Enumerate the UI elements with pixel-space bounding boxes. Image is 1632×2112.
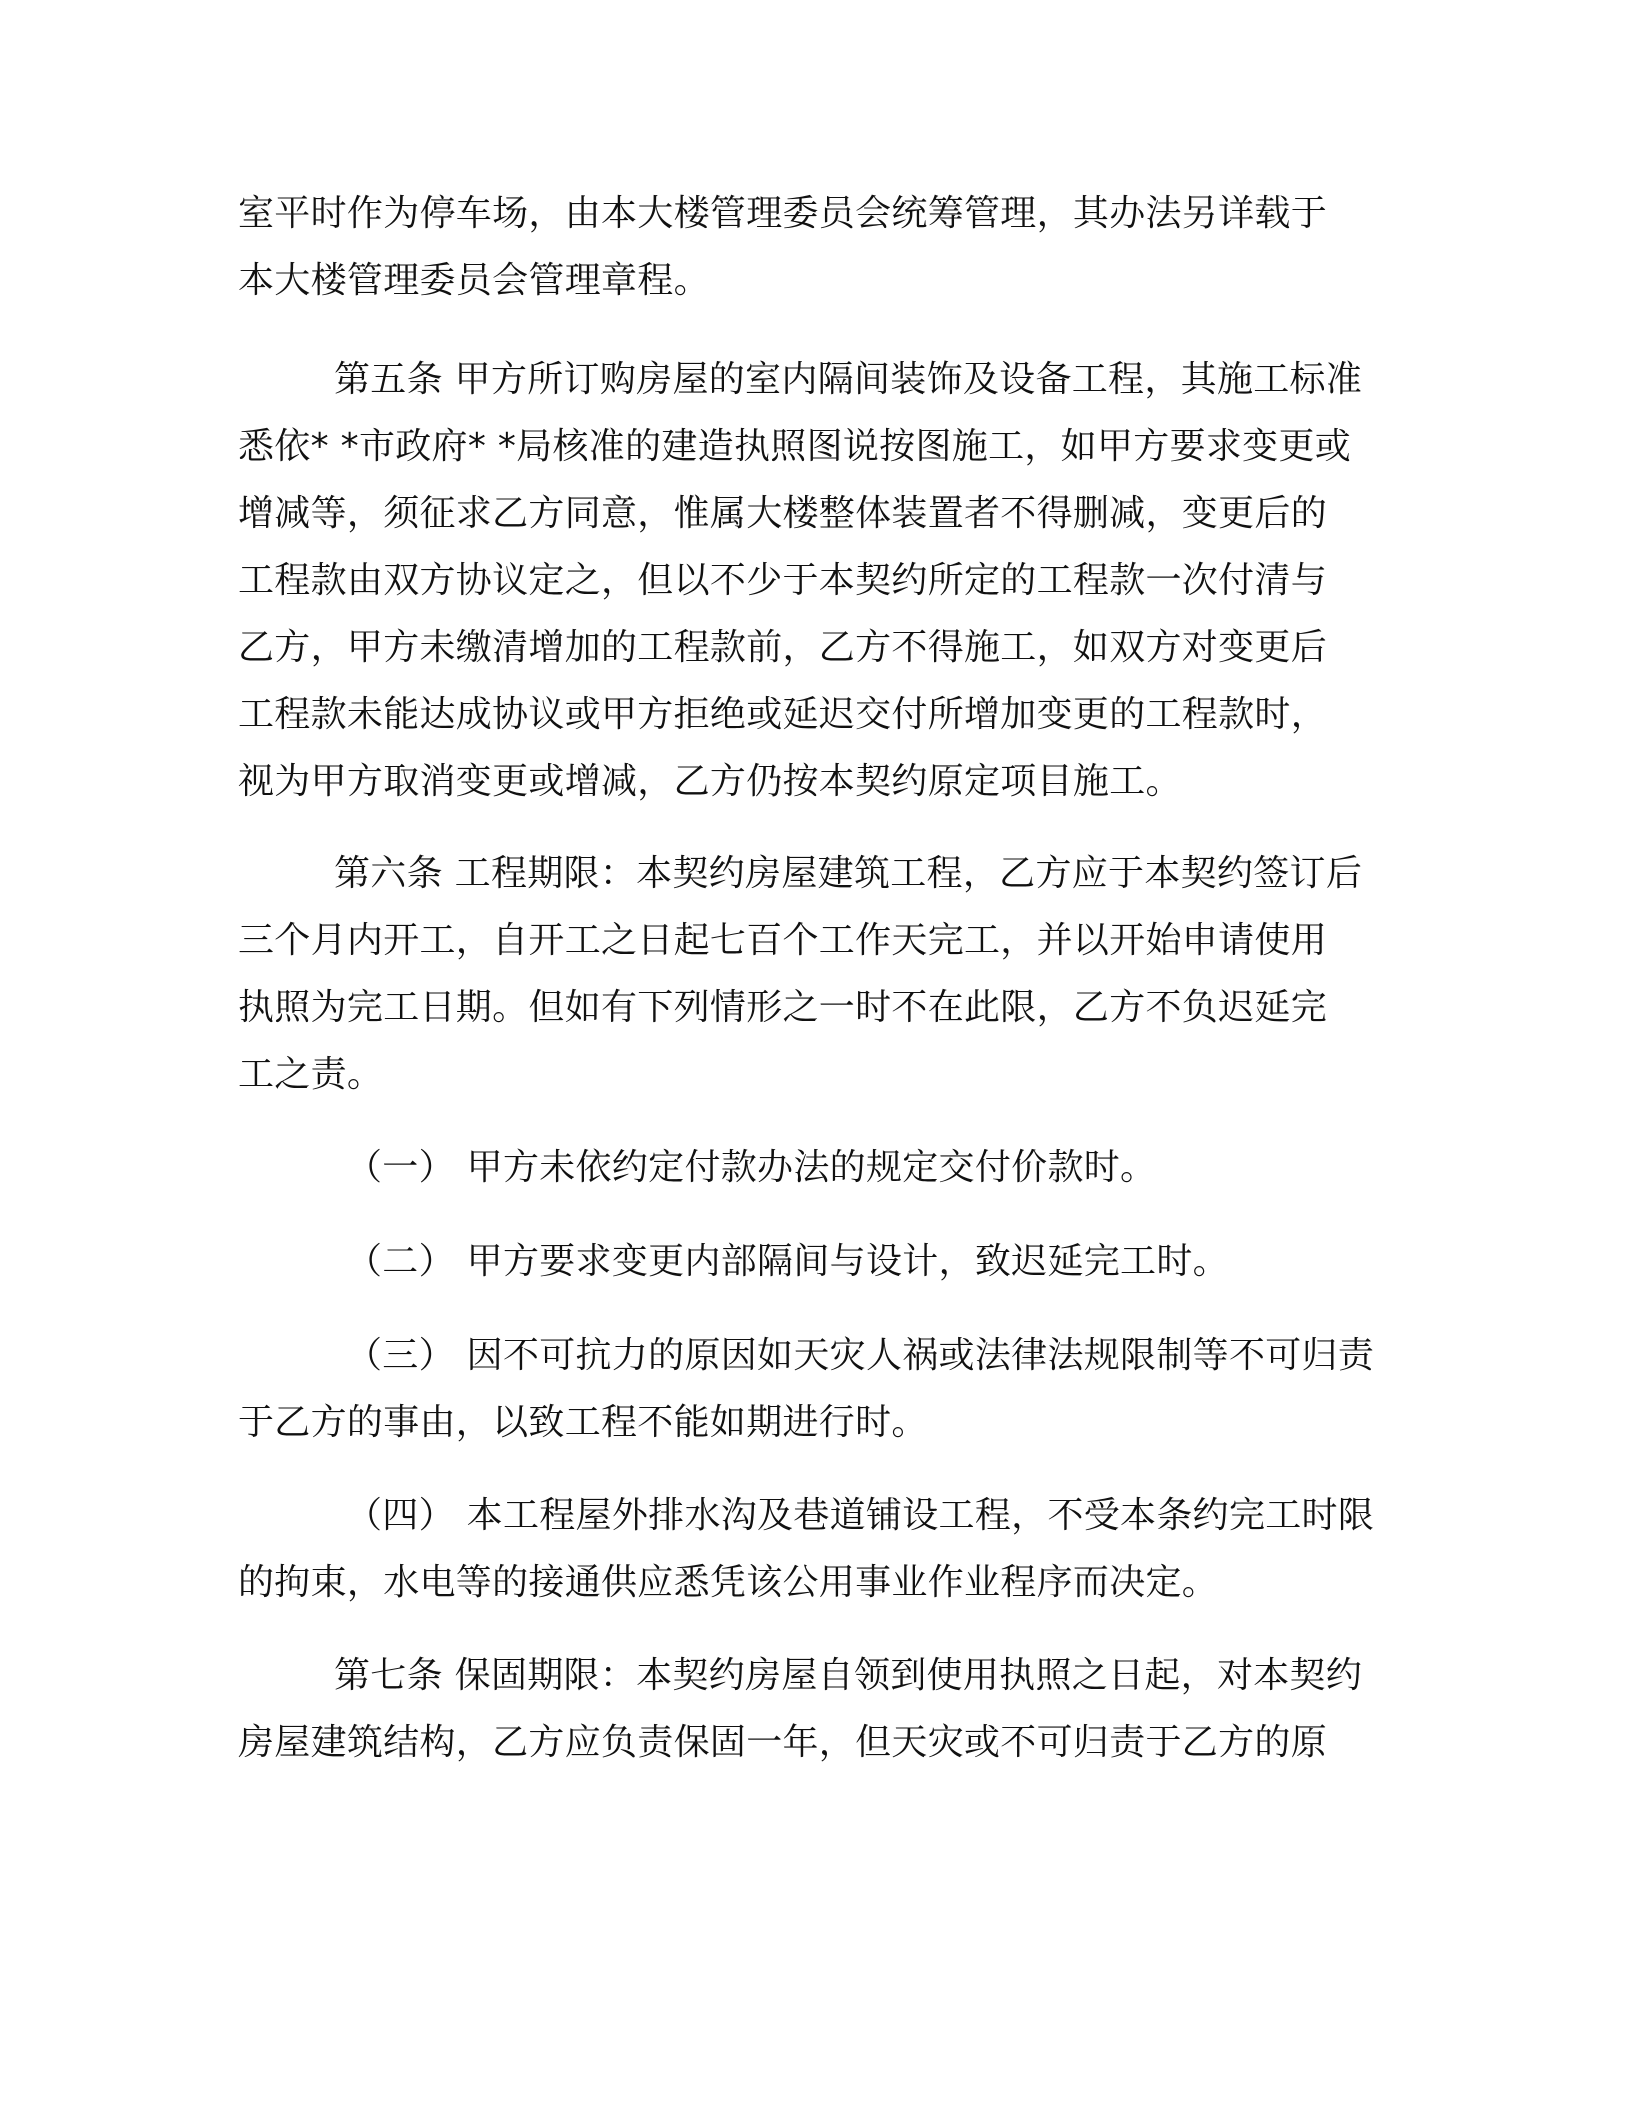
text-line: 本大楼管理委员会管理章程。 xyxy=(238,260,710,301)
text-line: 第七条 保固期限：本契约房屋自领到使用执照之日起，对本契约 xyxy=(334,1655,1363,1696)
text-line: （四） 本工程屋外排水沟及巷道铺设工程，不受本条约完工时限 xyxy=(346,1495,1375,1536)
text-line: 于乙方的事由，以致工程不能如期进行时。 xyxy=(238,1402,928,1443)
text-line: 第五条 甲方所订购房屋的室内隔间装饰及设备工程，其施工标准 xyxy=(334,359,1363,400)
paragraph-item-1 xyxy=(238,1134,1394,1201)
paragraph-article-6 xyxy=(238,840,1394,1108)
paragraph-article-5 xyxy=(238,346,1394,815)
text-line: 房屋建筑结构，乙方应负责保固一年，但天灾或不可归责于乙方的原 xyxy=(238,1722,1328,1763)
text-line: 执照为完工日期。但如有下列情形之一时不在此限，乙方不负迟延完 xyxy=(238,987,1328,1028)
text-line: （二） 甲方要求变更内部隔间与设计，致迟延完工时。 xyxy=(346,1241,1229,1282)
text-line: 视为甲方取消变更或增减，乙方仍按本契约原定项目施工。 xyxy=(238,761,1182,802)
paragraph-item-3 xyxy=(238,1322,1394,1456)
text-line: 工之责。 xyxy=(238,1054,384,1095)
text-line: 悉依* *市政府* *局核准的建造执照图说按图施工，如甲方要求变更或 xyxy=(238,426,1352,467)
text-line: 工程款未能达成协议或甲方拒绝或延迟交付所增加变更的工程款时， xyxy=(238,694,1328,735)
text-line: 增减等，须征求乙方同意，惟属大楼整体装置者不得删减，变更后的 xyxy=(238,493,1328,534)
text-line: 工程款由双方协议定之，但以不少于本契约所定的工程款一次付清与 xyxy=(238,560,1328,601)
text-line: 室平时作为停车场，由本大楼管理委员会统筹管理，其办法另详载于 xyxy=(238,193,1328,234)
paragraph-continuation xyxy=(238,180,1394,314)
text-line: 第六条 工程期限：本契约房屋建筑工程，乙方应于本契约签订后 xyxy=(334,853,1363,894)
text-line: 乙方，甲方未缴清增加的工程款前，乙方不得施工，如双方对变更后 xyxy=(238,627,1328,668)
text-line: （一） 甲方未依约定付款办法的规定交付价款时。 xyxy=(346,1147,1157,1188)
paragraph-item-2 xyxy=(238,1228,1394,1295)
paragraph-item-4 xyxy=(238,1482,1394,1616)
text-line: （三） 因不可抗力的原因如天灾人祸或法律法规限制等不可归责 xyxy=(346,1335,1375,1376)
paragraph-article-7 xyxy=(238,1642,1394,1776)
text-line: 的拘束，水电等的接通供应悉凭该公用事业作业程序而决定。 xyxy=(238,1562,1219,1603)
text-line: 三个月内开工，自开工之日起七百个工作天完工，并以开始申请使用 xyxy=(238,920,1328,961)
